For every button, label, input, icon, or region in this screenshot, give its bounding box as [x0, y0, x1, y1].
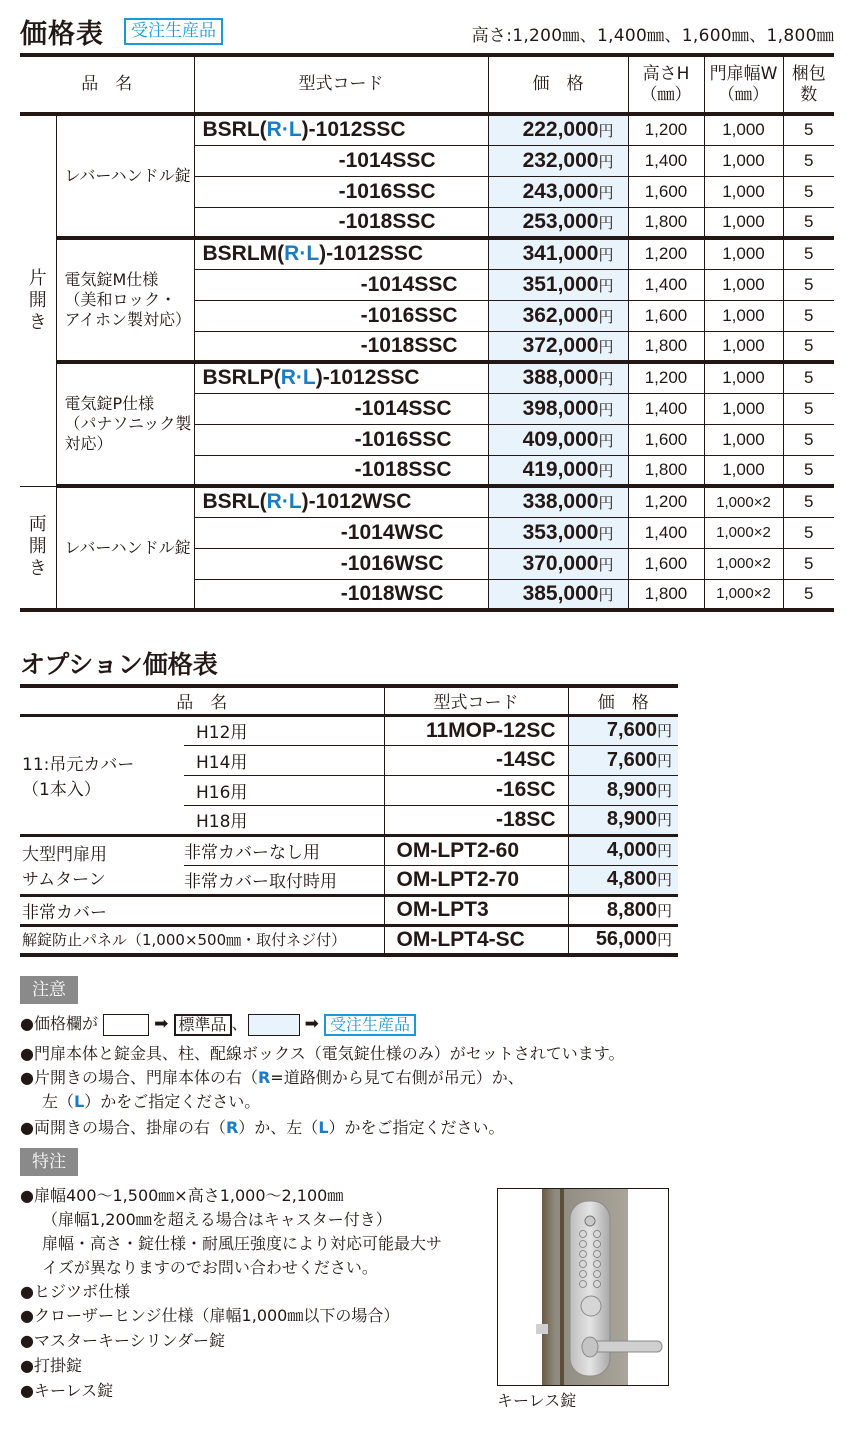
pack-cell: 5	[783, 176, 834, 207]
col-header-code: 型式コード	[194, 55, 488, 114]
height-cell: 1,800	[628, 579, 704, 610]
pack-cell: 5	[783, 393, 834, 424]
model-code: -1018WSC	[194, 579, 488, 610]
price-cell: 351,000円	[488, 269, 628, 300]
width-cell: 1,000	[704, 114, 783, 145]
price-cell: 4,800円	[568, 865, 678, 895]
pack-cell: 5	[783, 486, 834, 517]
height-cell: 1,200	[628, 114, 704, 145]
price-cell: 4,000円	[568, 835, 678, 865]
height-cell: 1,200	[628, 238, 704, 269]
model-code: -1016SSC	[194, 176, 488, 207]
special-line: 扉幅・高さ・錠仕様・耐風圧強度により対応可能最大サ	[42, 1234, 443, 1253]
price-cell: 338,000円	[488, 486, 628, 517]
option-sub-name: 非常カバー取付時用	[184, 865, 384, 895]
price-cell: 232,000円	[488, 145, 628, 176]
table-row	[20, 835, 678, 865]
option-sub-name: H14用	[184, 745, 384, 775]
height-cell: 1,400	[628, 517, 704, 548]
width-cell: 1,000	[704, 455, 783, 486]
height-cell: 1,200	[628, 362, 704, 393]
height-cell: 1,800	[628, 207, 704, 238]
table-row	[20, 114, 834, 145]
pack-cell: 5	[783, 300, 834, 331]
note-line: 左（L）かをご指定ください。	[42, 1092, 261, 1111]
price-cell: 8,900円	[568, 805, 678, 835]
product-name: 電気錠M仕様 （美和ロック・ アイホン製対応）	[56, 238, 194, 362]
table-row	[20, 486, 834, 517]
model-code: -1014SSC	[194, 393, 488, 424]
note-line: ●門扉本体と錠金具、柱、配線ボックス（電気錠仕様のみ）がセットされています。	[20, 1044, 625, 1063]
table-header-row	[20, 686, 678, 715]
height-options-note: 高さ:1,200㎜、1,400㎜、1,600㎜、1,800㎜	[471, 26, 834, 46]
price-cell: 362,000円	[488, 300, 628, 331]
option-sub-name: H12用	[184, 715, 384, 745]
product-name: 電気錠P仕様 （パナソニック製 対応）	[56, 362, 194, 486]
pack-cell: 5	[783, 455, 834, 486]
width-cell: 1,000	[704, 238, 783, 269]
height-cell: 1,800	[628, 331, 704, 362]
caution-tag: 注意	[20, 976, 78, 1004]
model-code: -1014SSC	[194, 269, 488, 300]
order-label: 受注生産品	[324, 1014, 416, 1036]
group-label-double: 両 開 き	[28, 514, 47, 580]
model-code: -1018SSC	[194, 331, 488, 362]
special-line: ●クローザーヒンジ仕様（扉幅1,000㎜以下の場合）	[20, 1306, 400, 1325]
product-name: レバーハンドル錠	[56, 486, 194, 610]
model-code: -1016SSC	[194, 424, 488, 455]
pack-cell: 5	[783, 238, 834, 269]
special-line: （扉幅1,200㎜を超える場合はキャスター付き）	[42, 1210, 392, 1229]
legend-line: ●価格欄が ➡ 標準品 、 ➡ 受注生産品	[20, 1013, 416, 1036]
model-code: -18SC	[384, 805, 568, 835]
keyless-lock-photo	[497, 1188, 669, 1386]
pack-cell: 5	[783, 331, 834, 362]
model-code: -1018SSC	[194, 455, 488, 486]
model-code: OM-LPT4-SC	[384, 925, 568, 955]
note-line: ●両開きの場合、掛扉の右（R）か、左（L）かをご指定ください。	[20, 1118, 505, 1137]
price-cell: 388,000円	[488, 362, 628, 393]
price-cell: 409,000円	[488, 424, 628, 455]
model-code: -1016WSC	[194, 548, 488, 579]
model-code: -1016SSC	[194, 300, 488, 331]
width-cell: 1,000×2	[704, 548, 783, 579]
model-code: -1014WSC	[194, 517, 488, 548]
price-cell: 341,000円	[488, 238, 628, 269]
price-cell: 56,000円	[568, 925, 678, 955]
pack-cell: 5	[783, 269, 834, 300]
price-cell: 419,000円	[488, 455, 628, 486]
model-code: -1018SSC	[194, 207, 488, 238]
width-cell: 1,000×2	[704, 517, 783, 548]
width-cell: 1,000	[704, 424, 783, 455]
model-code: OM-LPT3	[384, 895, 568, 925]
height-cell: 1,800	[628, 455, 704, 486]
option-sub-name: H16用	[184, 775, 384, 805]
table-row	[20, 925, 678, 955]
table-row	[20, 715, 678, 745]
pack-cell: 5	[783, 548, 834, 579]
width-cell: 1,000×2	[704, 486, 783, 517]
width-cell: 1,000	[704, 207, 783, 238]
pack-cell: 5	[783, 207, 834, 238]
width-cell: 1,000	[704, 269, 783, 300]
group-label-single: 片 開 き	[20, 114, 56, 486]
height-cell: 1,400	[628, 269, 704, 300]
pack-cell: 5	[783, 579, 834, 610]
special-line: ●ヒジツボ仕様	[20, 1282, 130, 1301]
price-cell: 370,000円	[488, 548, 628, 579]
width-cell: 1,000	[704, 331, 783, 362]
option-name: 大型門扉用 サムターン	[20, 835, 184, 895]
table-row	[20, 362, 834, 393]
special-line: ●キーレス錠	[20, 1381, 114, 1400]
col-header-code: 型式コード	[384, 686, 568, 715]
page-title: 価格表	[20, 19, 104, 50]
price-cell: 243,000円	[488, 176, 628, 207]
pack-cell: 5	[783, 362, 834, 393]
special-line: ●マスターキーシリンダー錠	[20, 1331, 226, 1350]
model-code: -1014SSC	[194, 145, 488, 176]
model-code: BSRL(R·L)-1012WSC	[194, 486, 488, 517]
width-cell: 1,000×2	[704, 579, 783, 610]
width-cell: 1,000	[704, 300, 783, 331]
price-cell: 8,900円	[568, 775, 678, 805]
arrow-right-icon: ➡	[304, 1014, 319, 1034]
model-code: -14SC	[384, 745, 568, 775]
special-line: ●扉幅400〜1,500㎜×高さ1,000〜2,100㎜	[20, 1186, 344, 1205]
keyless-lock-illustration	[498, 1189, 669, 1386]
price-cell: 372,000円	[488, 331, 628, 362]
width-cell: 1,000	[704, 393, 783, 424]
option-table-title: オプション価格表	[20, 650, 218, 679]
table-row	[20, 895, 678, 925]
model-code: OM-LPT2-70	[384, 865, 568, 895]
model-code: OM-LPT2-60	[384, 835, 568, 865]
table-row	[20, 238, 834, 269]
height-cell: 1,600	[628, 300, 704, 331]
table-header-row	[20, 55, 834, 114]
price-cell: 8,800円	[568, 895, 678, 925]
col-header-width: 門扉幅W （㎜）	[704, 55, 783, 114]
special-line: ●打掛錠	[20, 1356, 82, 1375]
option-price-table	[20, 684, 678, 957]
price-cell: 7,600円	[568, 715, 678, 745]
note-line: ●片開きの場合、門扉本体の右（R=道路側から見て右側が吊元）か、	[20, 1068, 524, 1087]
col-header-price: 価 格	[568, 686, 678, 715]
special-order-tag: 特注	[20, 1148, 78, 1176]
option-sub-name: H18用	[184, 805, 384, 835]
option-name: 解錠防止パネル（1,000×500㎜・取付ネジ付）	[22, 931, 347, 950]
option-sub-name: 非常カバーなし用	[184, 835, 384, 865]
model-code: BSRLP(R·L)-1012SSC	[194, 362, 488, 393]
price-header	[20, 8, 834, 50]
col-header-price: 価 格	[488, 55, 628, 114]
price-cell: 7,600円	[568, 745, 678, 775]
price-cell: 353,000円	[488, 517, 628, 548]
width-cell: 1,000	[704, 145, 783, 176]
price-table	[20, 53, 834, 612]
price-cell: 398,000円	[488, 393, 628, 424]
made-to-order-badge: 受注生産品	[124, 18, 223, 45]
pack-cell: 5	[783, 145, 834, 176]
arrow-right-icon: ➡	[154, 1014, 169, 1034]
option-name: 11:吊元カバー （1本入）	[20, 715, 184, 835]
model-code: BSRL(R·L)-1012SSC	[194, 114, 488, 145]
width-cell: 1,000	[704, 176, 783, 207]
standard-label: 標準品	[174, 1014, 232, 1036]
col-header-name: 品 名	[20, 686, 384, 715]
height-cell: 1,400	[628, 145, 704, 176]
white-swatch	[103, 1014, 149, 1036]
product-name: レバーハンドル錠	[56, 114, 194, 238]
blue-swatch	[248, 1014, 300, 1036]
photo-caption: キーレス錠	[497, 1391, 577, 1410]
col-header-pack: 梱包 数	[783, 55, 834, 114]
height-cell: 1,200	[628, 486, 704, 517]
pack-cell: 5	[783, 114, 834, 145]
model-code: BSRLM(R·L)-1012SSC	[194, 238, 488, 269]
height-cell: 1,600	[628, 176, 704, 207]
width-cell: 1,000	[704, 362, 783, 393]
price-cell: 222,000円	[488, 114, 628, 145]
height-cell: 1,600	[628, 548, 704, 579]
model-code: 11MOP-12SC	[384, 715, 568, 745]
option-name: 非常カバー	[20, 895, 384, 925]
col-header-height: 高さH （㎜）	[628, 55, 704, 114]
price-cell: 253,000円	[488, 207, 628, 238]
col-header-name: 品 名	[20, 55, 194, 114]
special-line: イズが異なりますのでお問い合わせください。	[42, 1258, 378, 1277]
pack-cell: 5	[783, 517, 834, 548]
price-cell: 385,000円	[488, 579, 628, 610]
height-cell: 1,400	[628, 393, 704, 424]
pack-cell: 5	[783, 424, 834, 455]
model-code: -16SC	[384, 775, 568, 805]
height-cell: 1,600	[628, 424, 704, 455]
